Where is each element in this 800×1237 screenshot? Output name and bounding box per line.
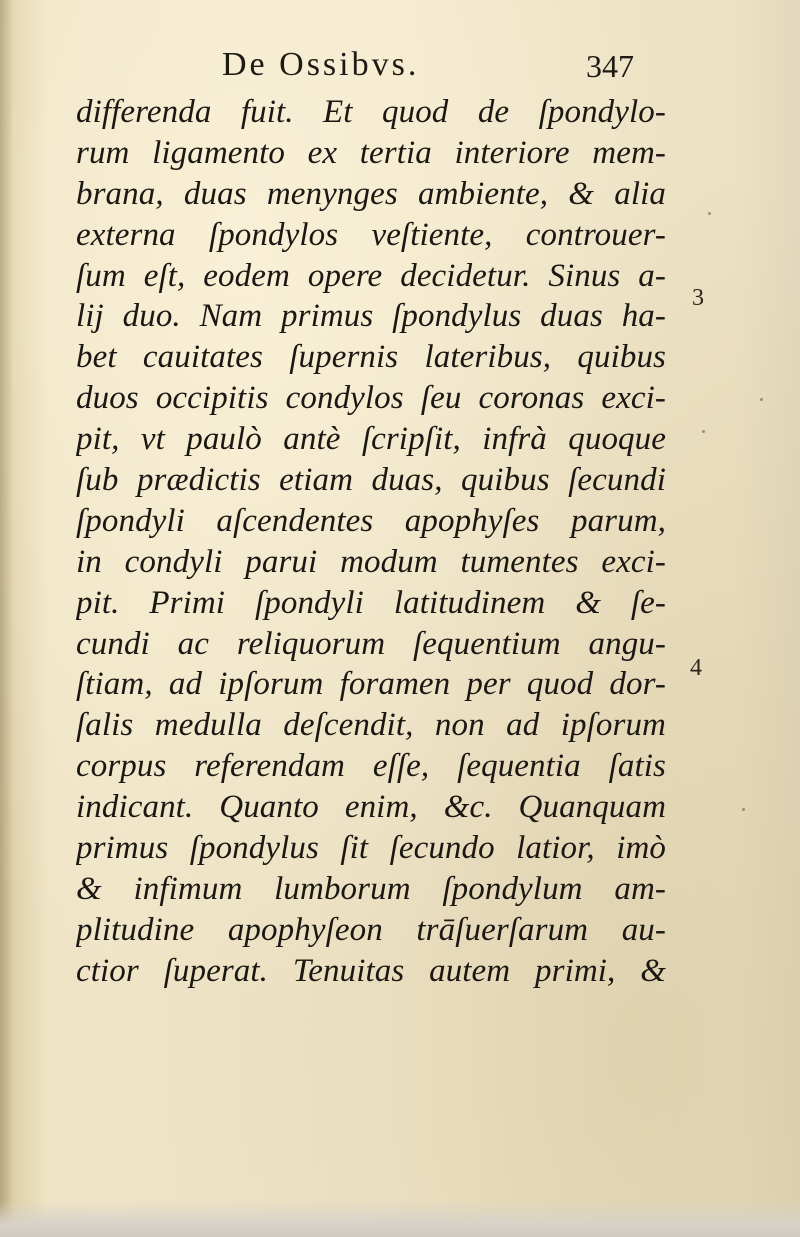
- text-line: ctior ſuperat. Tenuitas autem primi, &: [76, 952, 666, 989]
- margin-note-4: 4: [690, 655, 702, 681]
- margin-note-3: 3: [692, 285, 704, 311]
- text-line: duos occipitis condylos ſeu coronas exci-: [76, 380, 666, 417]
- text-line: brana, duas menynges ambiente, & alia: [76, 175, 666, 212]
- page-bottom-edge: [0, 1200, 800, 1237]
- text-line: & infimum lumborum ſpondylum am-: [76, 870, 666, 907]
- paper-speck: [760, 398, 763, 401]
- text-line: cundi ac reliquorum ſequentium angu-: [76, 625, 666, 662]
- page-number: 347: [586, 48, 634, 84]
- page-header: [0, 44, 800, 94]
- text-line: differenda fuit. Et quod de ſpondylo-: [76, 94, 666, 130]
- body-text: [76, 92, 666, 992]
- text-line: plitudine apophyſeon trāſuerſarum au-: [76, 911, 666, 948]
- text-line: ſum eſt, eodem opere decidetur. Sinus a-: [76, 257, 666, 294]
- text-line: pit. Primi ſpondyli latitudinem & ſe-: [76, 584, 666, 621]
- page-gutter-shadow: [0, 0, 14, 1237]
- text-line: bet cauitates ſupernis lateribus, quibus: [76, 339, 666, 376]
- text-line: pit, vt paulò antè ſcripſit, infrà quoque: [76, 421, 666, 458]
- text-line: lij duo. Nam primus ſpondylus duas ha-: [76, 298, 666, 335]
- text-line: externa ſpondylos veſtiente, controuer-: [76, 216, 666, 253]
- text-line: ſpondyli aſcendentes apophyſes parum,: [76, 502, 666, 539]
- paper-speck: [702, 430, 705, 433]
- text-line: primus ſpondylus ſit ſecundo latior, imò: [76, 830, 666, 867]
- text-line: ſalis medulla deſcendit, non ad ipſorum: [76, 707, 666, 744]
- text-line: ſtiam, ad ipſorum foramen per quod dor-: [76, 666, 666, 703]
- text-line: rum ligamento ex tertia interiore mem-: [76, 134, 666, 171]
- text-line: corpus referendam eſſe, ſequentia ſatis: [76, 748, 666, 785]
- paper-speck: [708, 212, 711, 215]
- text-line: in condyli parui modum tumentes exci-: [76, 543, 666, 580]
- paper-speck: [742, 808, 745, 811]
- running-title: De Ossibvs.: [222, 46, 420, 83]
- text-line: ſub prædictis etiam duas, quibus ſecundi: [76, 462, 666, 499]
- text-line: indicant. Quanto enim, &c. Quanquam: [76, 789, 666, 826]
